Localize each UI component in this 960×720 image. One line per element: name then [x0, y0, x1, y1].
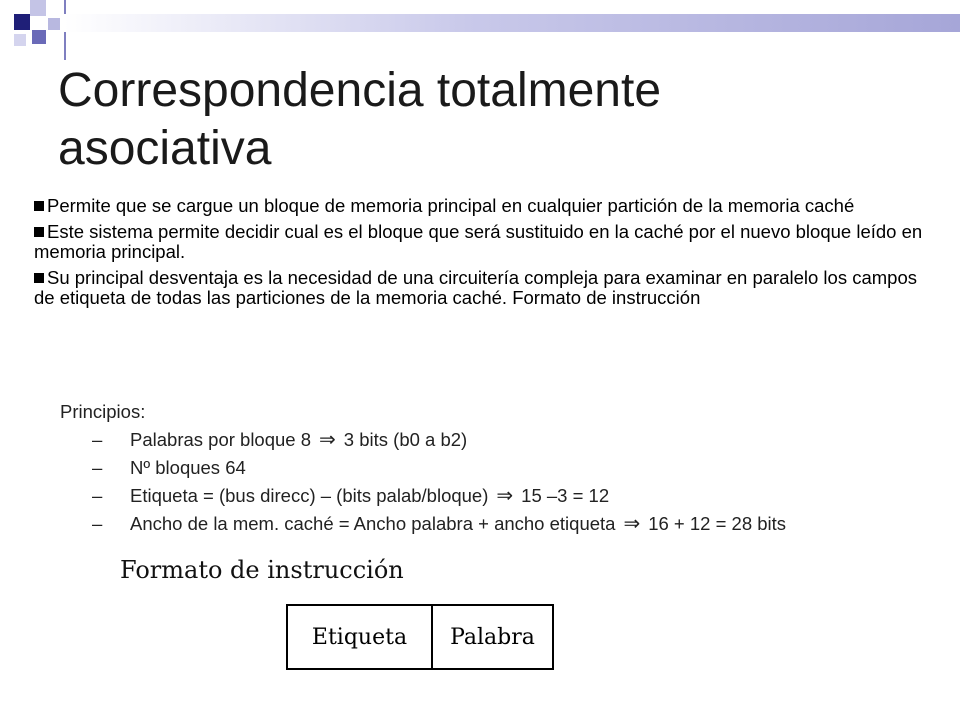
principle-item	[60, 510, 786, 538]
format-title: Formato de instrucción	[120, 556, 404, 584]
dash: –	[92, 485, 103, 506]
title-line-1: Correspondencia totalmente	[58, 64, 662, 117]
implies-arrow-icon: ⇒	[623, 513, 641, 535]
deco-square-light	[48, 18, 60, 30]
implies-arrow-icon: ⇒	[319, 429, 336, 451]
principle-right: 16 + 12 = 28 bits	[648, 513, 787, 534]
format-field-tag: Etiqueta	[288, 606, 433, 668]
deco-square-mid	[32, 30, 46, 44]
bullet-item	[34, 268, 930, 308]
deco-square-light	[14, 34, 26, 46]
format-diagram	[286, 604, 554, 670]
bullet-text: Este sistema permite decidir cual es el bloque que será sustituido en la caché por el nuevo bloque leído en memoria principal.	[34, 221, 923, 262]
principle-left: Ancho de la mem. caché = Ancho palabra + ancho etiqueta	[130, 513, 616, 534]
square-bullet-icon	[34, 227, 44, 237]
deco-square-dark	[14, 14, 30, 30]
square-bullet-icon	[34, 273, 44, 283]
principles-block	[60, 398, 786, 538]
bullet-list	[34, 196, 930, 314]
deco-top-gradient-bar	[64, 14, 960, 32]
dash: –	[92, 513, 103, 534]
format-field-word: Palabra	[450, 624, 535, 650]
deco-square-light	[30, 0, 46, 16]
principle-left: Nº bloques 64	[130, 457, 246, 478]
principle-left: Palabras por bloque 8	[130, 429, 312, 450]
bullet-item	[34, 222, 930, 262]
title-line-2: asociativa	[58, 122, 272, 175]
implies-arrow-icon: ⇒	[496, 485, 514, 507]
dash: –	[92, 457, 103, 478]
principle-left: Etiqueta = (bus direcc) – (bits palab/bloque)	[130, 485, 489, 506]
bullet-text: Su principal desventaja es la necesidad de una circuitería compleja para examinar en paralelo los campos de etiqueta de todas las particiones de la memoria caché. Formato de instrucción	[34, 267, 917, 308]
bullet-text: Permite que se cargue un bloque de memoria principal en cualquier partición de la memoria caché	[47, 195, 855, 216]
slide-title	[58, 62, 918, 178]
principle-item	[60, 454, 786, 482]
bullet-item	[34, 196, 930, 216]
principles-heading: Principios:	[60, 401, 146, 422]
dash: –	[92, 429, 103, 450]
principle-item	[60, 482, 786, 510]
principle-item	[60, 426, 786, 454]
square-bullet-icon	[34, 201, 44, 211]
principle-right: 15 –3 = 12	[521, 485, 610, 506]
principle-right: 3 bits (b0 a b2)	[343, 429, 468, 450]
